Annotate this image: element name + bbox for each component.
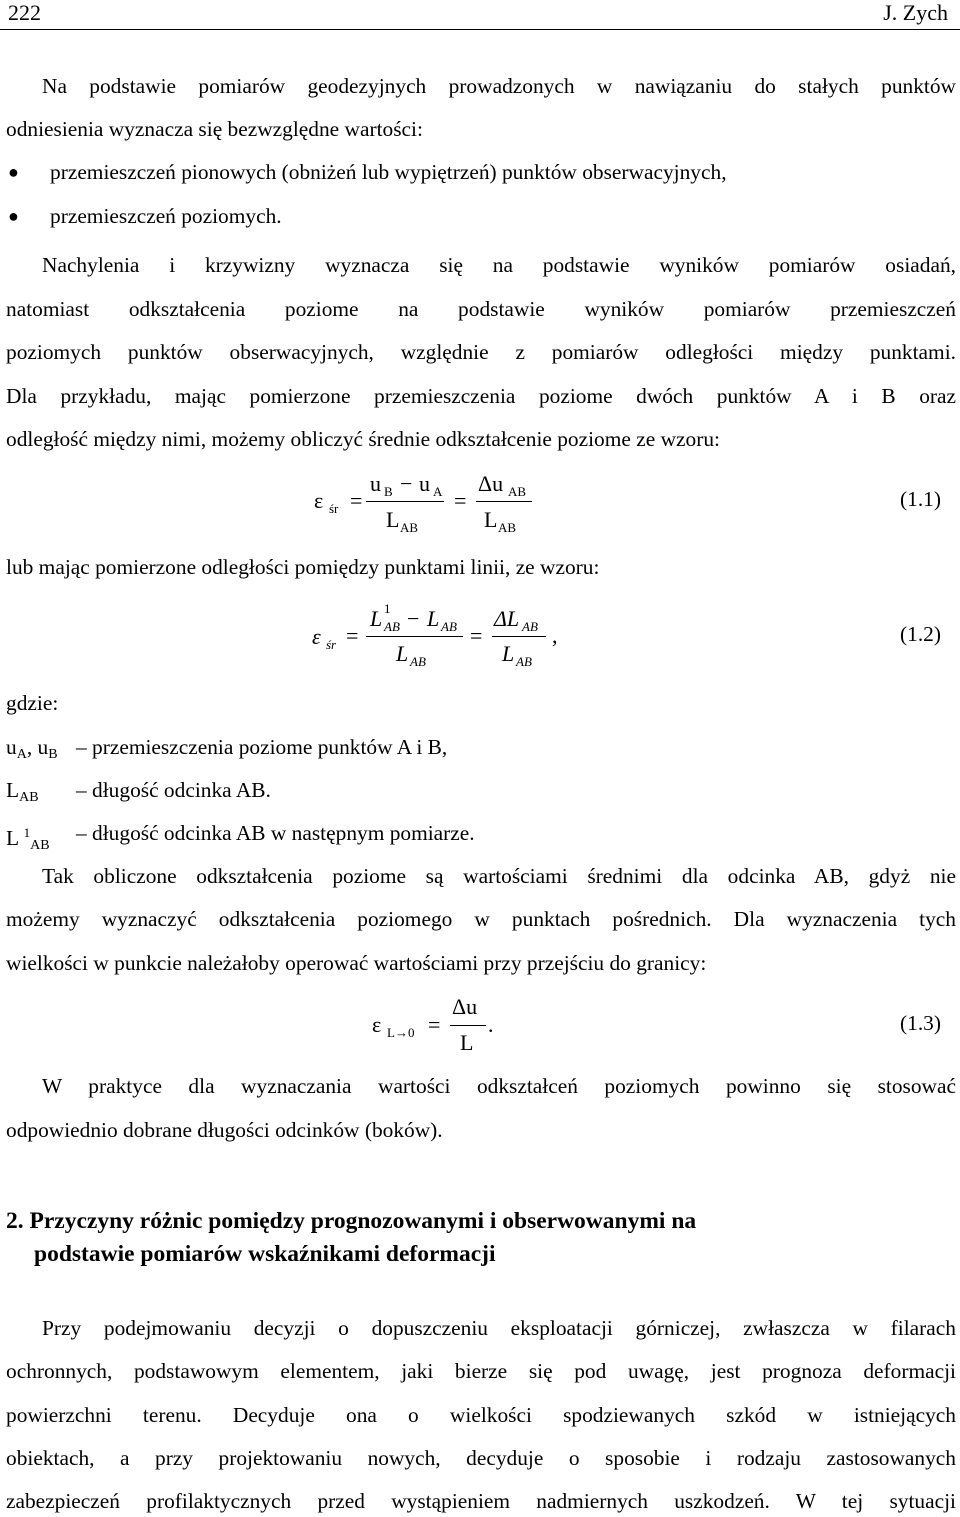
eq-subscript: AB (522, 619, 538, 634)
eq-symbol: u (419, 471, 430, 496)
text-line: odległość między nimi, możemy obliczyć średnie odkształcenie poziome ze wzoru: (6, 427, 720, 451)
text-line: ochronnych, podstawowym elementem, jaki bierze się pod uwagę, jest prognoza deformacji (6, 1359, 956, 1383)
text-line: W praktyce dla wyznaczania wartości odkształceń poziomych powinno się stosować (42, 1074, 956, 1098)
eq-symbol: L (484, 507, 498, 532)
bullet-icon: ● (8, 162, 19, 182)
eq-subscript: AB (441, 619, 457, 634)
fraction-bar (450, 1025, 486, 1026)
eq-symbol: ΔL (494, 606, 520, 631)
text-line: Tak obliczone odkształcenia poziome są wartościami średnimi dla odcinka AB, gdyż nie (42, 864, 956, 888)
fraction-bar (366, 636, 463, 637)
eq-symbol: Δu (452, 994, 478, 1019)
text-line: Dla przykładu, mając pomierzone przemieszczenia poziome dwóch punktów A i B oraz (6, 384, 956, 408)
eq-symbol: ε (312, 624, 321, 649)
bullet-icon: ● (8, 206, 19, 226)
eq-symbol: L (386, 507, 400, 532)
eq-symbol: = (470, 623, 483, 648)
text-line: powierzchni terenu. Decyduje ona o wielkości spodziewanych szkód w istniejących (6, 1403, 956, 1427)
def-symbol: LAB (6, 778, 39, 805)
text-line: zabezpieczeń profilaktycznych przed wystąpieniem nadmiernych uszkodzeń. W tej sytuacji (6, 1489, 956, 1513)
text-line: odniesienia wyznacza się bezwzględne wartości: (6, 117, 423, 141)
def-text: – długość odcinka AB. (76, 778, 271, 802)
text-line: Na podstawie pomiarów geodezyjnych prowadzonych w nawiązaniu do stałych punktów (42, 74, 956, 98)
equation-number: (1.1) (900, 487, 941, 511)
header-rule (0, 29, 960, 30)
eq-symbol: = (346, 623, 359, 648)
page-number: 222 (8, 0, 41, 25)
text-line: obiektach, a przy projektowaniu nowych, decyduje o sposobie i rodzaju zastosowanych (6, 1446, 956, 1470)
eq-symbol: Δu (478, 471, 504, 496)
def-symbol: L $^1$AB (6, 825, 50, 853)
eq-symbol: L (502, 641, 515, 666)
text-line: odpowiednio dobrane długości odcinków (boków). (6, 1118, 443, 1142)
eq-subscript: AB (508, 484, 527, 499)
eq-subscript: śr (329, 501, 339, 516)
eq-symbol: = (454, 488, 467, 513)
equation-number: (1.2) (900, 622, 941, 646)
eq-subscript: L→0 (387, 1025, 415, 1040)
section-heading: podstawie pomiarów wskaźnikami deformacji (34, 1241, 496, 1267)
eq-subscript: AB (384, 619, 400, 634)
eq-subscript: AB (400, 520, 419, 535)
eq-symbol: L (370, 606, 383, 631)
eq-subscript: AB (498, 520, 517, 535)
eq-symbol: L (427, 606, 440, 631)
equation-number: (1.3) (900, 1011, 941, 1035)
text-line: lub mając pomierzone odległości pomiędzy punktami linii, ze wzoru: (6, 555, 600, 579)
def-symbol: uA, uB (6, 735, 58, 762)
eq-symbol: − (400, 471, 413, 496)
eq-symbol: , (552, 623, 558, 648)
bullet-item: przemieszczeń pionowych (obniżeń lub wypiętrzeń) punktów obserwacyjnych, (50, 160, 727, 184)
eq-symbol: = (428, 1012, 441, 1037)
text-line: Przy podejmowaniu decyzji o dopuszczeniu eksploatacji górniczej, zwłaszcza w filarach (42, 1316, 956, 1340)
eq-symbol: L (460, 1030, 474, 1055)
page-header (0, 0, 960, 30)
text-line: gdzie: (6, 691, 59, 715)
eq-subscript: śr (326, 637, 337, 652)
eq-symbol: ε (372, 1012, 382, 1037)
eq-subscript: A (433, 484, 443, 499)
eq-symbol: . (488, 1012, 494, 1037)
eq-subscript: B (384, 484, 393, 499)
eq-symbol: ε (314, 488, 324, 513)
fraction-bar (476, 501, 532, 502)
eq-symbol: − (407, 606, 420, 631)
eq-symbol: u (370, 471, 381, 496)
text-line: natomiast odkształcenia poziome na podstawie wyników pomiarów przemieszczeń (6, 297, 956, 321)
text-line: wielkości w punkcie należałoby operować wartościami przy przejściu do granicy: (6, 951, 707, 975)
bullet-item: przemieszczeń poziomych. (50, 204, 282, 228)
text-line: możemy wyznaczyć odkształcenia poziomego w punktach pośrednich. Dla wyznaczenia tych (6, 907, 956, 931)
eq-symbol: L (396, 641, 409, 666)
def-text: – przemieszczenia poziome punktów A i B, (76, 735, 448, 759)
def-text: – długość odcinka AB w następnym pomiarze. (76, 821, 475, 845)
eq-subscript: AB (516, 654, 532, 669)
text-line: poziomych punktów obserwacyjnych, względnie z pomiarów odległości między punktami. (6, 340, 956, 364)
eq-symbol: = (350, 488, 363, 513)
eq-superscript: 1 (384, 601, 391, 616)
section-heading: 2. Przyczyny różnic pomiędzy prognozowanymi i obserwowanymi na (6, 1208, 697, 1234)
running-author: J. Zych (883, 0, 948, 25)
eq-subscript: AB (410, 654, 426, 669)
text-line: Nachylenia i krzywizny wyznacza się na podstawie wyników pomiarów osiadań, (42, 253, 956, 277)
fraction-bar (492, 636, 546, 637)
fraction-bar (366, 501, 444, 502)
